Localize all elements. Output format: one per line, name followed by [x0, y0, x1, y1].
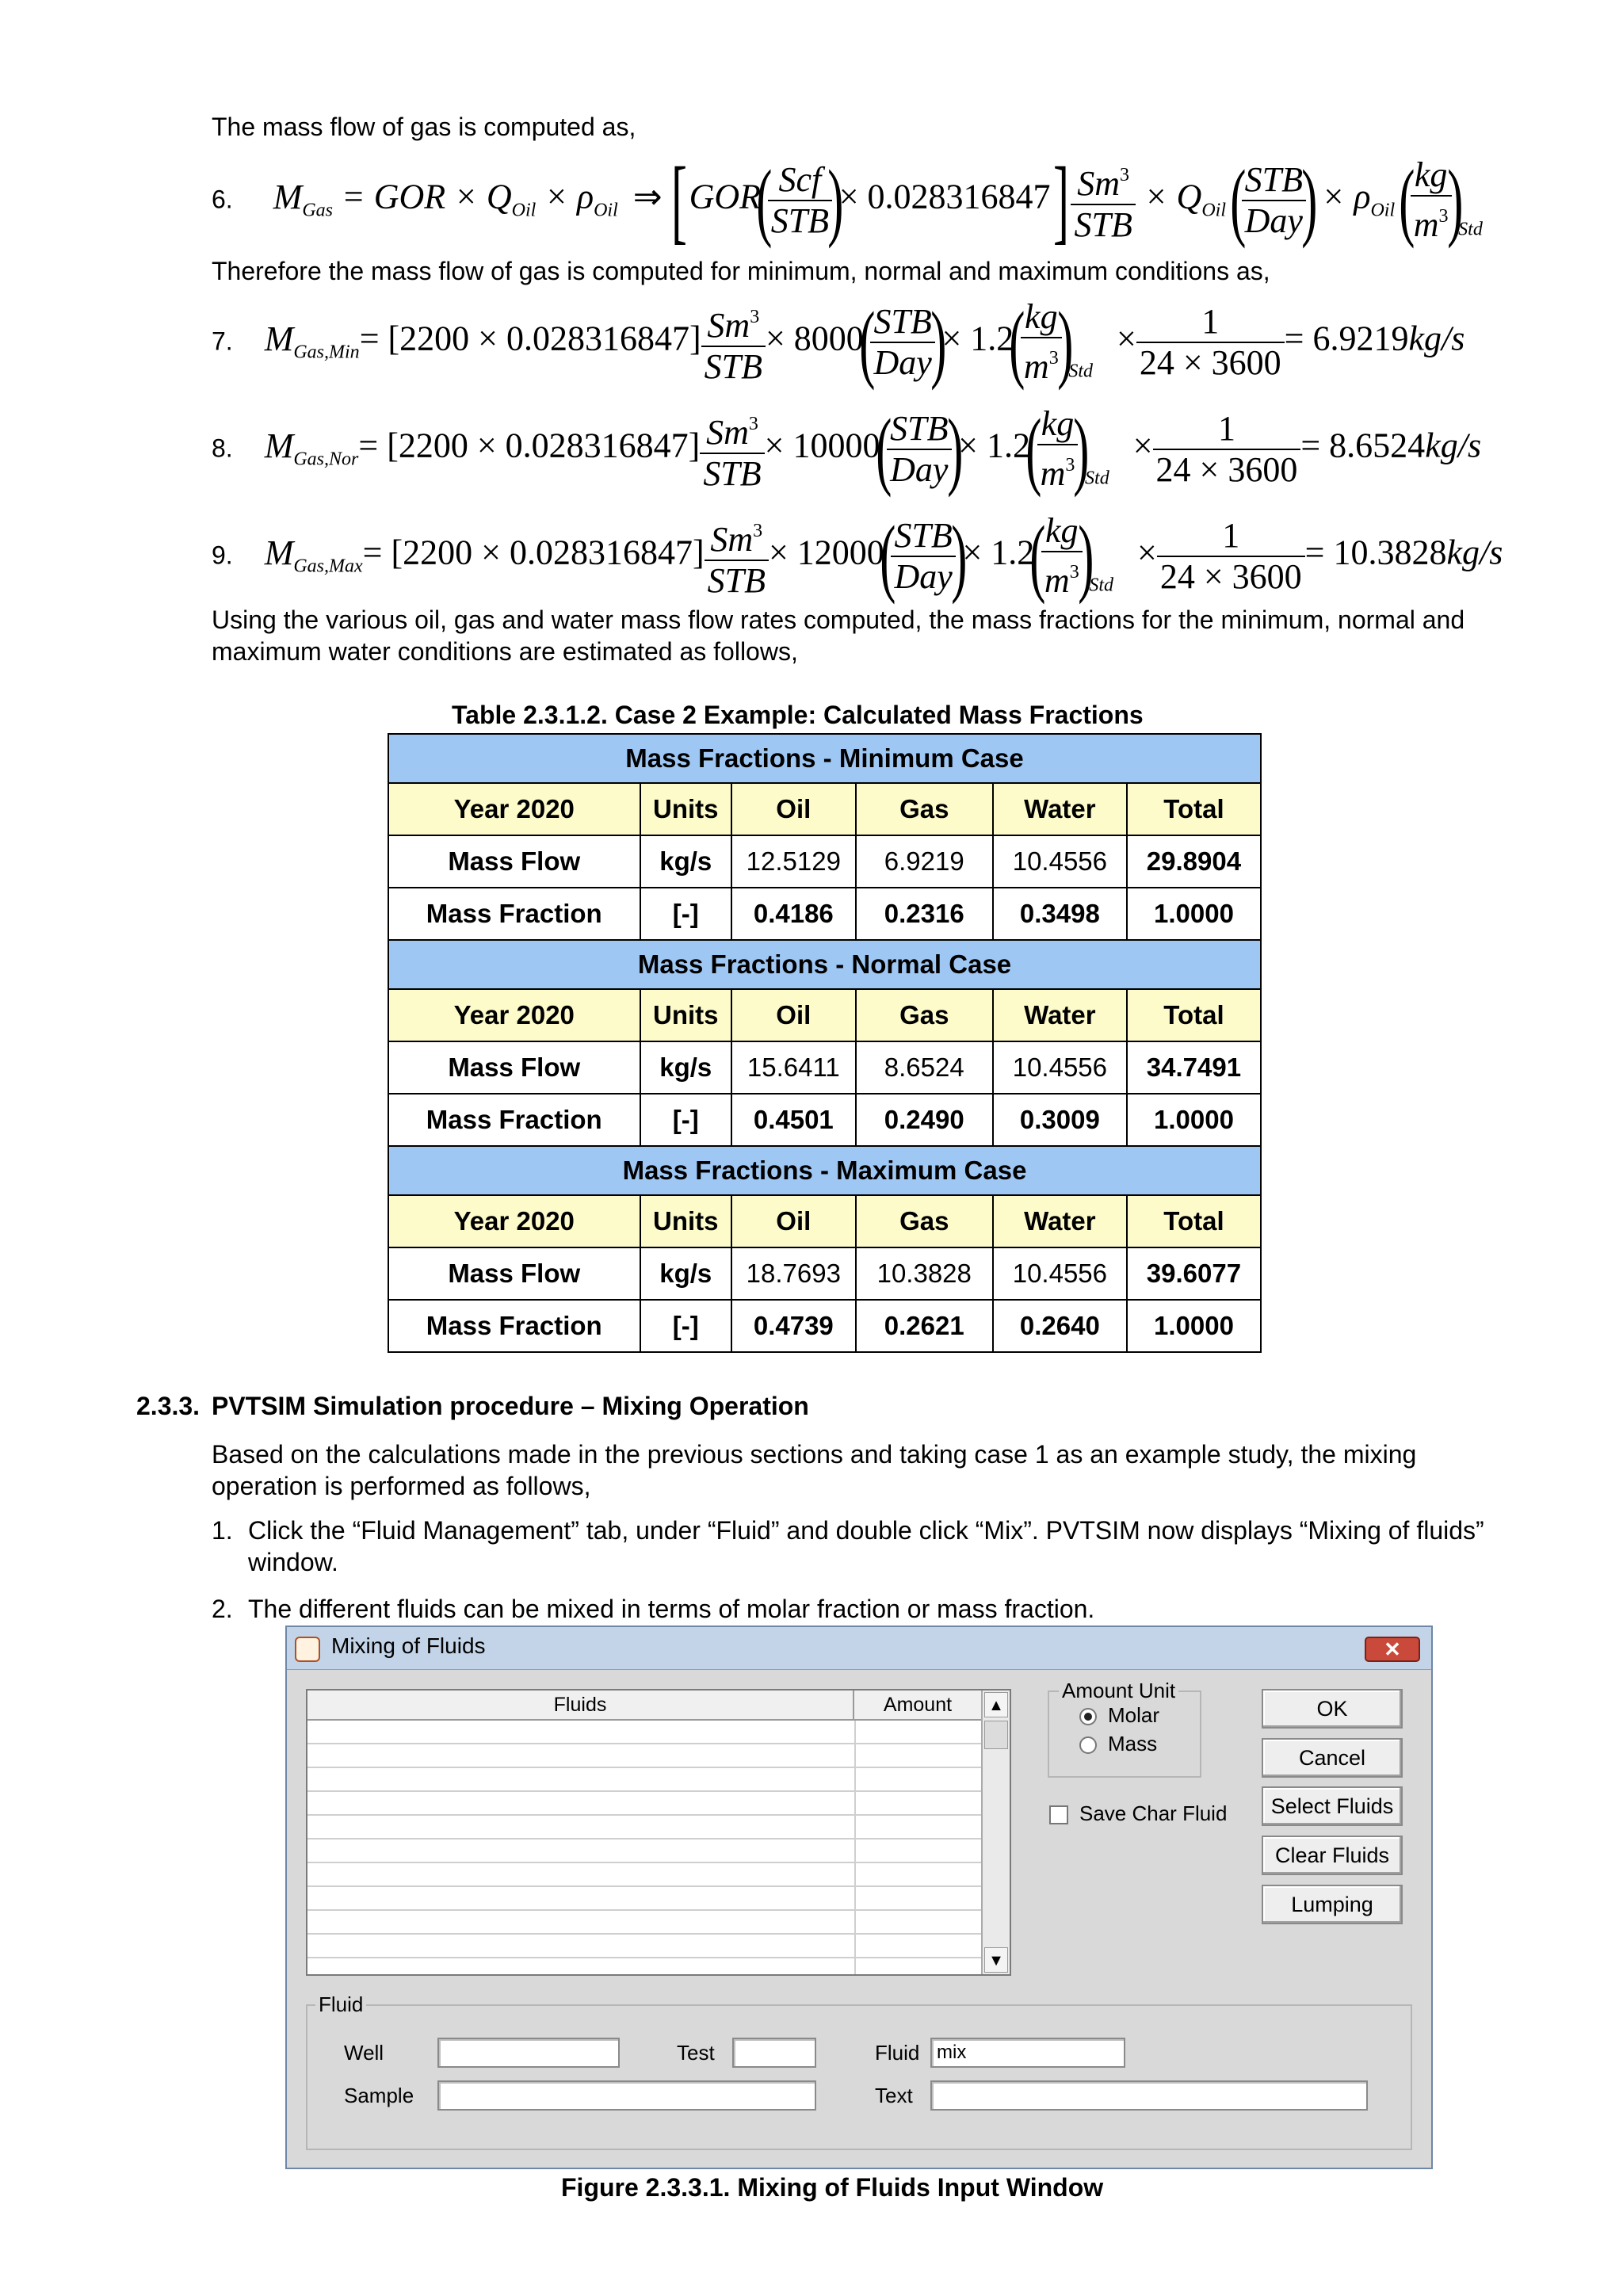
select-fluids-button[interactable]: Select Fluids	[1262, 1786, 1403, 1826]
mass-label[interactable]: Mass	[1108, 1732, 1158, 1755]
mass-fraction-cell: 0.3009	[993, 1094, 1127, 1146]
intro-text: The mass flow of gas is computed as,	[212, 113, 636, 141]
mass-fraction-cell: 0.2490	[856, 1094, 993, 1146]
mass-fraction-row	[388, 888, 1261, 940]
test-label: Test	[677, 2041, 715, 2065]
section-title-row	[388, 1146, 1261, 1195]
cancel-button[interactable]: Cancel	[1262, 1738, 1403, 1778]
test-input[interactable]	[732, 2038, 816, 2068]
col-fluids-header[interactable]: Fluids	[307, 1690, 854, 1721]
save-char-label[interactable]: Save Char Fluid	[1079, 1801, 1228, 1825]
header-cell: Units	[640, 1195, 731, 1247]
eq6-number: 6.	[212, 185, 233, 214]
mass-flow-cell: kg/s	[640, 1041, 731, 1094]
close-button[interactable]: ✕	[1365, 1637, 1420, 1662]
section-title-cell: Mass Fractions - Minimum Case	[388, 734, 1261, 783]
mass-fraction-cell: 0.4501	[731, 1094, 856, 1146]
mass-flow-row	[388, 835, 1261, 888]
mass-flow-cell: 29.8904	[1127, 835, 1261, 888]
well-input[interactable]	[437, 2038, 620, 2068]
header-cell: Water	[993, 783, 1127, 835]
therefore-text: Therefore the mass flow of gas is computed for minimum, normal and maximum conditions as,	[212, 257, 1270, 285]
scroll-up-icon[interactable]: ▲	[984, 1692, 1008, 1717]
mass-flow-row	[388, 1247, 1261, 1300]
header-cell: Oil	[731, 783, 856, 835]
figure-caption: Figure 2.3.3.1. Mixing of Fluids Input Window	[561, 2173, 1104, 2202]
equation-6: 6. $M_{Gas}$ = GOR × $Q_{Oil} \times \rho_{Oil}$ ⇒ [ GOR( $\frac{\text{Scf}}{\text{STB}}$ )× 0.028316847 ] $\frac{Sm^3}{\text{STB}}$ × $Q_{Oil}$ ( $\frac{\text{STB}}{\text{Day}}$ ) × $\rho_{Oil}$ ( $\frac{kg}{m^3}$ )$_{Std}$	[212, 147, 1483, 253]
mass-fraction-cell: Mass Fraction	[388, 1300, 640, 1352]
section-title-cell: Mass Fractions - Normal Case	[388, 940, 1261, 989]
mass-radio[interactable]	[1079, 1736, 1097, 1754]
mass-fraction-cell: 1.0000	[1127, 1094, 1261, 1146]
mass-fraction-table	[388, 733, 1262, 1353]
fluid-group-label: Fluid	[315, 1993, 366, 2015]
molar-label[interactable]: Molar	[1108, 1703, 1160, 1727]
mass-flow-cell: kg/s	[640, 1247, 731, 1300]
section-title-cell: Mass Fractions - Maximum Case	[388, 1146, 1261, 1195]
header-cell: Total	[1127, 783, 1261, 835]
mass-fraction-cell: [-]	[640, 888, 731, 940]
header-cell: Water	[993, 989, 1127, 1041]
mass-flow-cell: 15.6411	[731, 1041, 856, 1094]
step-2-num: 2.	[212, 1595, 233, 1623]
mass-fraction-cell: 0.3498	[993, 888, 1127, 940]
mass-flow-cell: 10.4556	[993, 1041, 1127, 1094]
header-row	[388, 783, 1261, 835]
section-heading	[136, 1390, 809, 1422]
dialog-titlebar	[287, 1627, 1431, 1670]
mass-flow-cell: 8.6524	[856, 1041, 993, 1094]
fluid-input[interactable]: mix	[930, 2038, 1125, 2068]
amount-unit-label: Amount Unit	[1059, 1679, 1178, 1702]
mass-flow-cell: 10.4556	[993, 835, 1127, 888]
clear-fluids-button[interactable]: Clear Fluids	[1262, 1836, 1403, 1875]
mass-fraction-cell: Mass Fraction	[388, 888, 640, 940]
col-amount-header[interactable]: Amount	[854, 1690, 983, 1721]
step-2	[212, 1593, 1511, 1625]
mass-flow-cell: Mass Flow	[388, 1247, 640, 1300]
mass-flow-cell: 6.9219	[856, 835, 993, 888]
mass-flow-cell: Mass Flow	[388, 1041, 640, 1094]
mass-fraction-row	[388, 1094, 1261, 1146]
text-label: Text	[875, 2084, 913, 2107]
mass-fraction-cell: Mass Fraction	[388, 1094, 640, 1146]
mass-fraction-cell: 1.0000	[1127, 888, 1261, 940]
text-input[interactable]	[930, 2080, 1368, 2111]
eq-number: 7.	[212, 327, 233, 356]
header-cell: Oil	[731, 1195, 856, 1247]
mass-flow-cell: kg/s	[640, 835, 731, 888]
molar-radio[interactable]	[1079, 1708, 1097, 1725]
header-cell: Units	[640, 989, 731, 1041]
sample-label: Sample	[344, 2084, 414, 2107]
header-cell: Year 2020	[388, 989, 640, 1041]
header-cell: Total	[1127, 1195, 1261, 1247]
mass-flow-cell: 18.7693	[731, 1247, 856, 1300]
mass-fraction-cell: [-]	[640, 1094, 731, 1146]
amount-unit-group	[1048, 1679, 1201, 1778]
section-number: 2.3.3.	[136, 1392, 200, 1420]
mass-flow-cell: 10.4556	[993, 1247, 1127, 1300]
mass-fraction-cell: 0.2640	[993, 1300, 1127, 1352]
fluid-label: Fluid	[875, 2041, 920, 2065]
gas-equation: 9. $M_{Gas,Max}= [2200 \times 0.028316847]$ $\frac{Sm^3}{\text{STB}}$ × 12000( $\frac{\text{STB}}{\text{Day}}$ )× 1.2( $\frac{kg}{m^3}$ )$_{Std}\times$ $\frac{1}{24 \times 3600}$ = 10.3828kg/s	[212, 507, 1503, 605]
mass-flow-row	[388, 1041, 1261, 1094]
header-cell: Gas	[856, 1195, 993, 1247]
gas-equation: 7. $M_{Gas,Min}= [2200 \times 0.028316847]$ $\frac{Sm^3}{\text{STB}}$ × 8000( $\frac{\text{STB}}{\text{Day}}$ )× 1.2( $\frac{kg}{m^3}$ )$_{Std}\times$ $\frac{1}{24 \times 3600}$ = 6.9219kg/s	[212, 293, 1465, 391]
step-2-text: The different fluids can be mixed in terms of molar fraction or mass fraction.	[248, 1595, 1095, 1623]
sample-input[interactable]	[437, 2080, 816, 2111]
header-cell: Water	[993, 1195, 1127, 1247]
mass-fraction-cell: 0.2316	[856, 888, 993, 940]
mixing-of-fluids-dialog	[285, 1626, 1433, 2169]
well-label: Well	[344, 2041, 384, 2065]
header-cell: Year 2020	[388, 1195, 640, 1247]
section-title-row	[388, 940, 1261, 989]
header-cell: Total	[1127, 989, 1261, 1041]
table-caption: Table 2.3.1.2. Case 2 Example: Calculated Mass Fractions	[452, 701, 1144, 729]
header-cell: Year 2020	[388, 783, 640, 835]
scroll-thumb[interactable]	[984, 1721, 1008, 1749]
dialog-title: Mixing of Fluids	[331, 1633, 486, 1658]
step-1-text: Click the “Fluid Management” tab, under “Fluid” and double click “Mix”. PVTSIM now displays “Mixing of fluids” window.	[248, 1516, 1484, 1576]
step-1-num: 1.	[212, 1516, 233, 1545]
header-row	[388, 1195, 1261, 1247]
section-title: PVTSIM Simulation procedure – Mixing Operation	[211, 1392, 809, 1420]
mass-flow-cell: 10.3828	[856, 1247, 993, 1300]
eq-number: 9.	[212, 541, 233, 570]
gas-equation: 8. $M_{Gas,Nor}= [2200 \times 0.028316847]$ $\frac{Sm^3}{\text{STB}}$ × 10000( $\frac{\text{STB}}{\text{Day}}$ )× 1.2( $\frac{kg}{m^3}$ )$_{Std}\times$ $\frac{1}{24 \times 3600}$ = 8.6524kg/s	[212, 400, 1482, 498]
mass-flow-cell: 34.7491	[1127, 1041, 1261, 1094]
mass-fraction-cell: [-]	[640, 1300, 731, 1352]
lumping-button[interactable]: Lumping	[1262, 1885, 1403, 1924]
scroll-down-icon[interactable]: ▼	[984, 1947, 1008, 1973]
header-cell: Oil	[731, 989, 856, 1041]
header-cell: Units	[640, 783, 731, 835]
section-intro: Based on the calculations made in the previous sections and taking case 1 as an example study, the mixing operation is performed as follows,	[212, 1440, 1417, 1500]
mass-fraction-cell: 0.4739	[731, 1300, 856, 1352]
grid-scrollbar[interactable]	[981, 1690, 1010, 1974]
mass-fraction-row	[388, 1300, 1261, 1352]
eq-number: 8.	[212, 434, 233, 463]
mass-flow-cell: Mass Flow	[388, 835, 640, 888]
mass-flow-cell: 39.6077	[1127, 1247, 1261, 1300]
header-cell: Gas	[856, 783, 993, 835]
fluids-grid[interactable]	[306, 1689, 1011, 1976]
mass-fraction-cell: 0.2621	[856, 1300, 993, 1352]
header-cell: Gas	[856, 989, 993, 1041]
save-char-checkbox[interactable]	[1049, 1805, 1068, 1824]
app-icon	[295, 1637, 320, 1662]
using-text: Using the various oil, gas and water mass flow rates computed, the mass fractions for the minimum, normal and maximum water conditions are estimated as follows,	[212, 606, 1465, 666]
header-row	[388, 989, 1261, 1041]
mass-fraction-cell: 1.0000	[1127, 1300, 1261, 1352]
mass-fraction-cell: 0.4186	[731, 888, 856, 940]
section-title-row	[388, 734, 1261, 783]
fluid-group	[306, 1992, 1412, 2150]
mass-flow-cell: 12.5129	[731, 835, 856, 888]
ok-button[interactable]: OK	[1262, 1689, 1403, 1729]
step-1	[212, 1515, 1511, 1578]
